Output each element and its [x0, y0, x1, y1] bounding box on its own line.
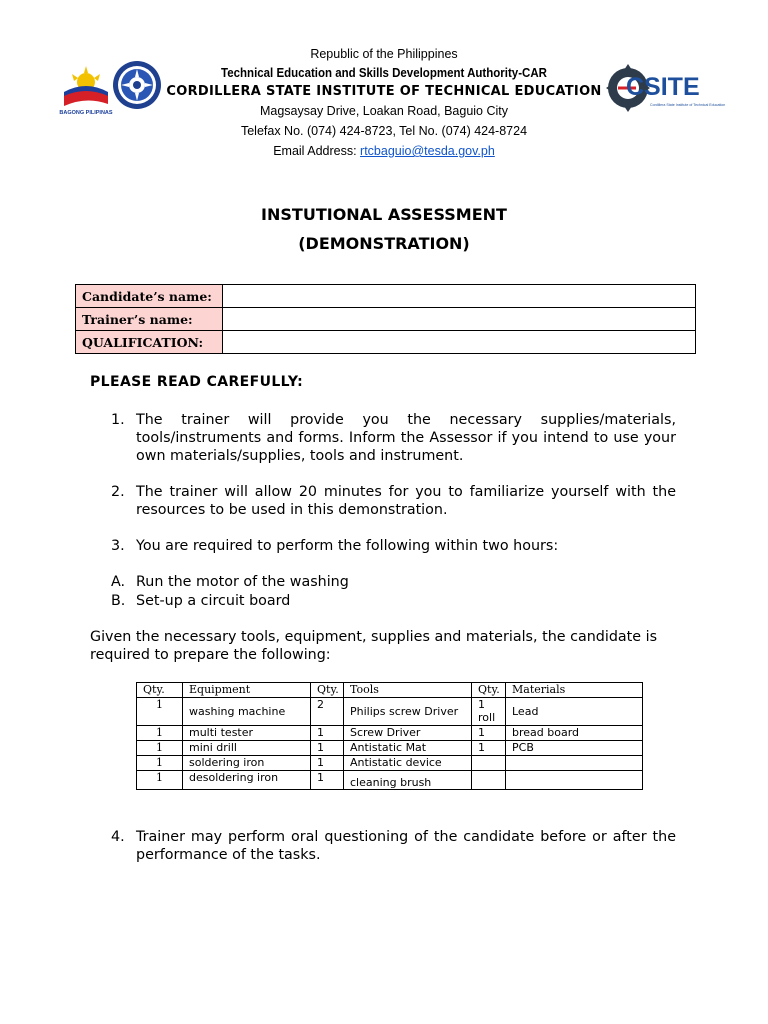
table-cell: Antistatic Mat	[344, 741, 472, 756]
table-cell: Screw Driver	[344, 726, 472, 741]
table-cell: desoldering iron	[183, 771, 311, 790]
item-1-text: The trainer will provide you the necessary supplies/materials, tools/instruments and forms. Inform the Assessor if you intend to use your own materials/supplies, tools and instrument.	[136, 412, 676, 464]
instructions-heading: PLEASE READ CAREFULLY:	[90, 374, 304, 390]
header-address: Magsaysay Drive, Loakan Road, Baguio City	[259, 104, 509, 118]
item-4-text: Trainer may perform oral questioning of the candidate before or after the performance of the tasks.	[136, 829, 676, 863]
table-row	[137, 771, 643, 790]
trainer-name-field[interactable]	[223, 308, 696, 331]
table-cell: bread board	[506, 726, 643, 741]
col-header-qty: Qty.	[137, 683, 183, 698]
email-label: Email Address:	[273, 144, 361, 158]
table-cell: 1	[137, 771, 183, 790]
table-cell: 1 roll	[472, 698, 506, 726]
table-cell: 1	[311, 726, 344, 741]
col-header-equipment: Equipment	[183, 683, 311, 698]
col-header-materials: Materials	[506, 683, 643, 698]
header-institute: CORDILLERA STATE INSTITUTE OF TECHNICAL EDUCATION	[166, 84, 602, 99]
col-header-qty: Qty.	[472, 683, 506, 698]
task-b-text: Set-up a circuit board	[136, 593, 291, 609]
equipment-table	[136, 682, 643, 790]
table-header-row	[137, 683, 643, 698]
table-cell	[472, 771, 506, 790]
trainer-row	[76, 308, 696, 331]
candidate-info-table	[75, 284, 696, 354]
table-row	[137, 756, 643, 771]
item-4-number: 4.	[111, 829, 125, 845]
candidate-name-label: Candidate’s name:	[76, 285, 223, 308]
bagong-pilipinas-caption: BAGONG PILIPINAS	[59, 110, 113, 116]
table-cell: 1	[311, 756, 344, 771]
col-header-tools: Tools	[344, 683, 472, 698]
col-header-qty: Qty.	[311, 683, 344, 698]
task-a-text: Run the motor of the washing	[136, 574, 349, 590]
qualification-field[interactable]	[223, 331, 696, 354]
table-cell: 1	[137, 756, 183, 771]
task-b-letter: B.	[111, 593, 126, 609]
table-cell: 1	[472, 726, 506, 741]
table-cell: Antistatic device	[344, 756, 472, 771]
table-cell: 2	[311, 698, 344, 726]
table-cell: mini drill	[183, 741, 311, 756]
table-cell: Philips screw Driver	[344, 698, 472, 726]
table-cell: soldering iron	[183, 756, 311, 771]
table-cell	[506, 756, 643, 771]
table-cell: cleaning brush	[344, 771, 472, 790]
qualification-row	[76, 331, 696, 354]
page-subtitle: (DEMONSTRATION)	[298, 234, 470, 253]
qualification-label: QUALIFICATION:	[76, 331, 223, 354]
item-1-number: 1.	[111, 412, 125, 428]
item-3-text: You are required to perform the following within two hours:	[136, 538, 559, 554]
trainer-name-label: Trainer’s name:	[76, 308, 223, 331]
candidate-row	[76, 285, 696, 308]
header-agency: Technical Education and Skills Development Authority-CAR	[221, 66, 547, 80]
header-republic: Republic of the Philippines	[310, 47, 458, 61]
table-cell: 1	[137, 698, 183, 726]
candidate-name-field[interactable]	[223, 285, 696, 308]
table-cell	[506, 771, 643, 790]
table-cell: washing machine	[183, 698, 311, 726]
item-3-number: 3.	[111, 538, 125, 554]
item-2-text: The trainer will allow 20 minutes for you to familiarize yourself with the resources to be used in this demonstration.	[136, 484, 676, 518]
page-title: INSTUTIONAL ASSESSMENT	[261, 205, 507, 224]
table-cell: 1	[311, 771, 344, 790]
email-link[interactable]: rtcbaguio@tesda.gov.ph	[360, 144, 495, 158]
header-phone: Telefax No. (074) 424-8723, Tel No. (074) 424-8724	[240, 124, 528, 138]
table-cell	[472, 756, 506, 771]
table-cell: 1	[472, 741, 506, 756]
csite-caption: Cordillera State Institute of Technical Education	[650, 103, 726, 107]
table-cell: Lead	[506, 698, 643, 726]
table-cell: PCB	[506, 741, 643, 756]
table-cell: 1	[137, 726, 183, 741]
csite-wordmark: CSITE	[626, 73, 700, 101]
given-paragraph: Given the necessary tools, equipment, supplies and materials, the candidate is required to prepare the following:	[90, 629, 658, 663]
table-row	[137, 698, 643, 726]
header-email	[0, 142, 768, 161]
table-cell: 1	[137, 741, 183, 756]
table-cell: 1	[311, 741, 344, 756]
table-row	[137, 726, 643, 741]
task-a-letter: A.	[111, 574, 126, 590]
table-row	[137, 741, 643, 756]
item-2-number: 2.	[111, 484, 125, 500]
table-cell: multi tester	[183, 726, 311, 741]
